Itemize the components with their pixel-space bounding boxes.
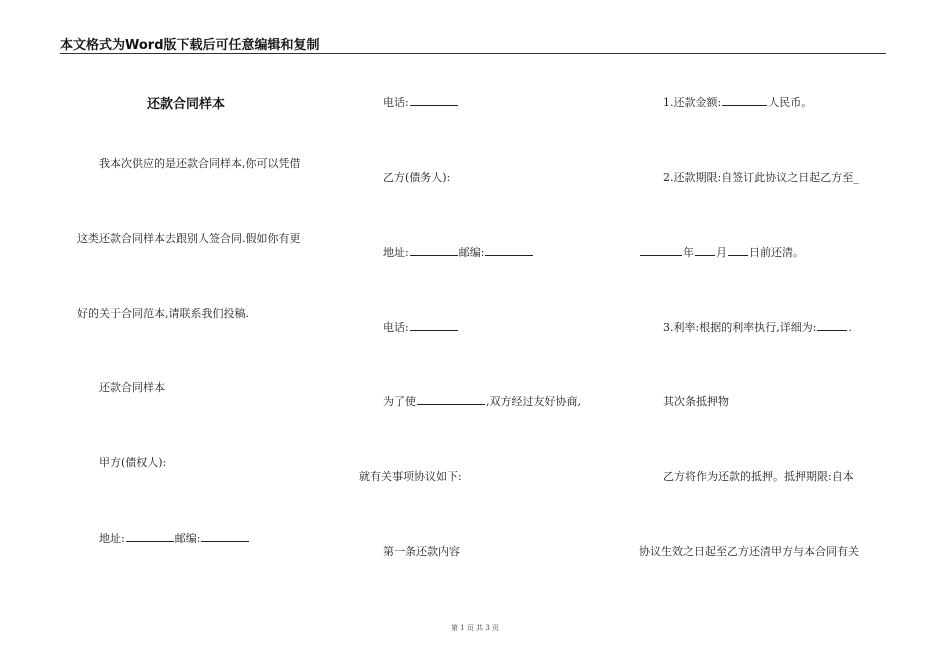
postcode-blank (485, 245, 533, 256)
date-suffix: 日前还清。 (749, 246, 804, 259)
term-line: 2.还款期限:自签订此协议之日起乙方至_ (663, 171, 859, 184)
phone-line-2 (383, 319, 459, 335)
agreement-line: 就有关事项协议如下: (359, 470, 462, 483)
year-label: 年 (683, 246, 694, 259)
day-blank (728, 245, 748, 256)
intro-line-1: 我本次供应的是还款合同样本,你可以凭借 (99, 157, 301, 170)
purpose-blank (417, 394, 485, 405)
phone-blank (410, 95, 458, 106)
postcode-label: 邮编: (174, 532, 201, 545)
collateral-text-2: 协议生效之日起至乙方还清甲方与本合同有关 (639, 545, 859, 558)
rate-blank (817, 320, 847, 331)
date-line (639, 244, 804, 260)
purpose-suffix: ,双方经过友好协商, (486, 395, 581, 408)
address-label: 地址: (99, 532, 125, 545)
month-label: 月 (716, 246, 727, 259)
address-blank (126, 531, 174, 542)
phone-label: 电话: (383, 321, 409, 334)
party-a-label: 甲方(债权人): (99, 456, 167, 469)
postcode-label: 邮编: (458, 246, 485, 259)
rate-suffix: . (848, 321, 852, 334)
postcode-blank (201, 531, 249, 542)
purpose-line (383, 393, 581, 409)
rate-prefix: 3.利率:根据的利率执行,详细为: (663, 321, 817, 334)
address-label: 地址: (383, 246, 409, 259)
phone-line-1 (383, 94, 459, 110)
address-blank (410, 245, 458, 256)
party-b-address-line (383, 244, 534, 260)
purpose-prefix: 为了使 (383, 395, 416, 408)
amount-line (663, 94, 812, 110)
document-header: 本文格式为Word版下载后可任意编辑和复制 (60, 38, 320, 53)
amount-suffix: 人民币。 (768, 96, 813, 109)
collateral-text-1: 乙方将作为还款的抵押。抵押期限:自本 (663, 470, 854, 483)
section-subtitle: 还款合同样本 (99, 381, 165, 394)
document-title: 还款合同样本 (147, 97, 226, 112)
collateral-heading: 其次条抵押物 (663, 395, 729, 408)
party-b-label: 乙方(债务人): (383, 171, 451, 184)
article-1-heading: 第一条还款内容 (383, 545, 460, 558)
amount-prefix: 1.还款金额: (663, 96, 722, 109)
intro-line-2: 这类还款合同样本去跟别人签合同.假如你有更 (77, 232, 301, 245)
rate-line (663, 319, 852, 335)
amount-blank (722, 95, 767, 106)
phone-blank (410, 320, 458, 331)
intro-line-3: 好的关于合同范本,请联系我们投稿. (77, 307, 249, 320)
year-blank (640, 245, 682, 256)
phone-label: 电话: (383, 96, 409, 109)
page-number: 第 1 页 共 3 页 (450, 624, 500, 632)
month-blank (695, 245, 715, 256)
party-a-address-line (99, 530, 250, 546)
header-divider (60, 53, 886, 54)
